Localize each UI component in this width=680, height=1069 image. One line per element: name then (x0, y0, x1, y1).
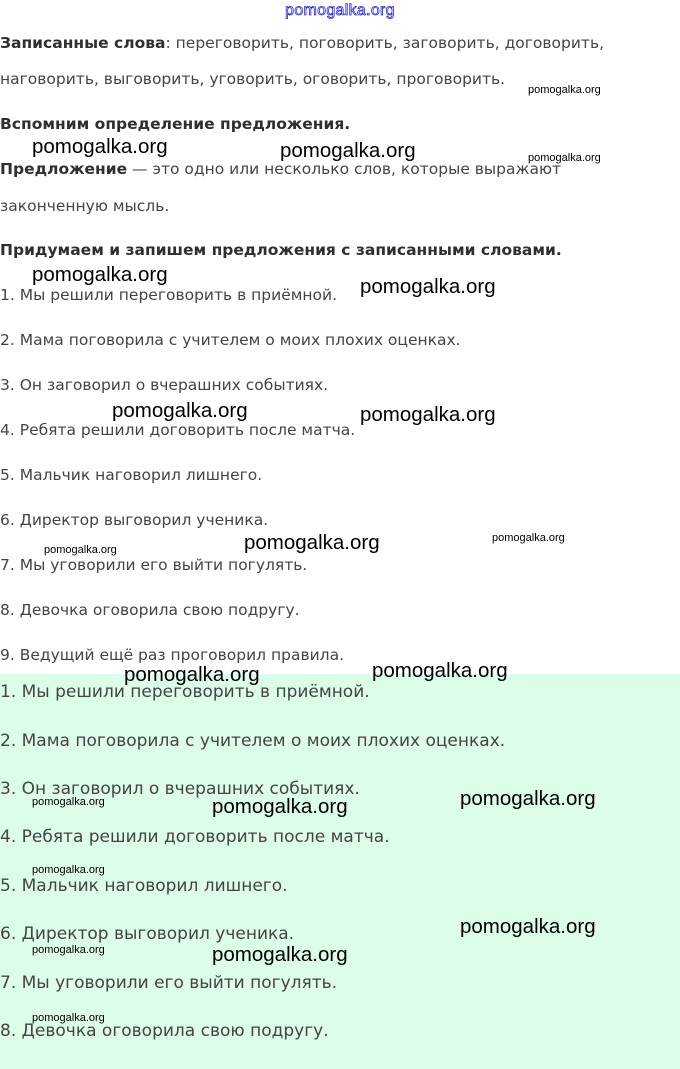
highlighted-sentence: 6. Директор выговорил ученика. (0, 924, 295, 944)
written-words-list-part-1: : переговорить, поговорить, заговорить, договорить, (165, 34, 605, 52)
sentence-item: 2. Мама поговорила с учителем о моих плохих оценках. (0, 331, 461, 349)
watermark: pomogalka.org (528, 152, 601, 164)
recall-heading-text: Вспомним определение предложения. (0, 115, 351, 133)
watermark: pomogalka.org (360, 403, 496, 426)
watermark: pomogalka.org (32, 944, 105, 956)
definition-line-2: законченную мысль. (0, 197, 170, 215)
written-words-line-2: наговорить, выговорить, уговорить, оговорить, проговорить. (0, 70, 506, 88)
highlighted-sentence: 3. Он заговорил о вчерашних событиях. (0, 779, 360, 799)
sentence-item: 9. Ведущий ещё раз проговорил правила. (0, 646, 345, 664)
sentence-item: 1. Мы решили переговорить в приёмной. (0, 286, 338, 304)
watermark: pomogalka.org (372, 659, 508, 682)
watermark: pomogalka.org (492, 532, 565, 544)
sentence-item: 4. Ребята решили договорить после матча. (0, 421, 356, 439)
written-words-line-1 (0, 34, 604, 52)
highlighted-sentence: 2. Мама поговорила с учителем о моих плохих оценках. (0, 731, 506, 751)
watermark: pomogalka.org (32, 1012, 105, 1024)
highlighted-sentence: 1. Мы решили переговорить в приёмной. (0, 682, 370, 702)
watermark: pomogalka.org (32, 135, 168, 158)
sentence-item: 8. Девочка оговорила свою подругу. (0, 601, 300, 619)
sentence-item: 7. Мы уговорили его выйти погулять. (0, 556, 308, 574)
definition-term: Предложение (0, 160, 128, 178)
watermark: pomogalka.org (32, 864, 105, 876)
watermark: pomogalka.org (124, 663, 260, 686)
watermark: pomogalka.org (212, 943, 348, 966)
sentence-item: 3. Он заговорил о вчерашних событиях. (0, 376, 329, 394)
watermark: pomogalka.org (460, 787, 596, 810)
recall-heading (0, 115, 350, 133)
watermark: pomogalka.org (460, 915, 596, 938)
highlighted-sentence: 4. Ребята решили договорить после матча. (0, 827, 390, 847)
definition-text-part-1: — это одно или несколько слов, которые выражают (127, 160, 562, 178)
watermark: pomogalka.org (32, 263, 168, 286)
watermark: pomogalka.org (360, 275, 496, 298)
highlighted-sentence: 7. Мы уговорили его выйти погулять. (0, 973, 338, 993)
watermark: pomogalka.org (112, 399, 248, 422)
highlighted-sentence: 5. Мальчик наговорил лишнего. (0, 876, 288, 896)
watermark: pomogalka.org (32, 796, 105, 808)
watermark: pomogalka.org (280, 139, 416, 162)
site-brand: pomogalka.org (285, 2, 395, 19)
task-heading (0, 241, 562, 259)
watermark: pomogalka.org (244, 531, 380, 554)
sentence-item: 5. Мальчик наговорил лишнего. (0, 466, 263, 484)
sentence-item: 6. Директор выговорил ученика. (0, 511, 269, 529)
highlighted-sentence: 8. Девочка оговорила свою подругу. (0, 1021, 329, 1041)
watermark: pomogalka.org (44, 544, 117, 556)
task-heading-text: Придумаем и запишем предложения с записанными словами. (0, 241, 562, 259)
written-words-label: Записанные слова (0, 34, 166, 52)
watermark: pomogalka.org (212, 795, 348, 818)
watermark: pomogalka.org (528, 84, 601, 96)
